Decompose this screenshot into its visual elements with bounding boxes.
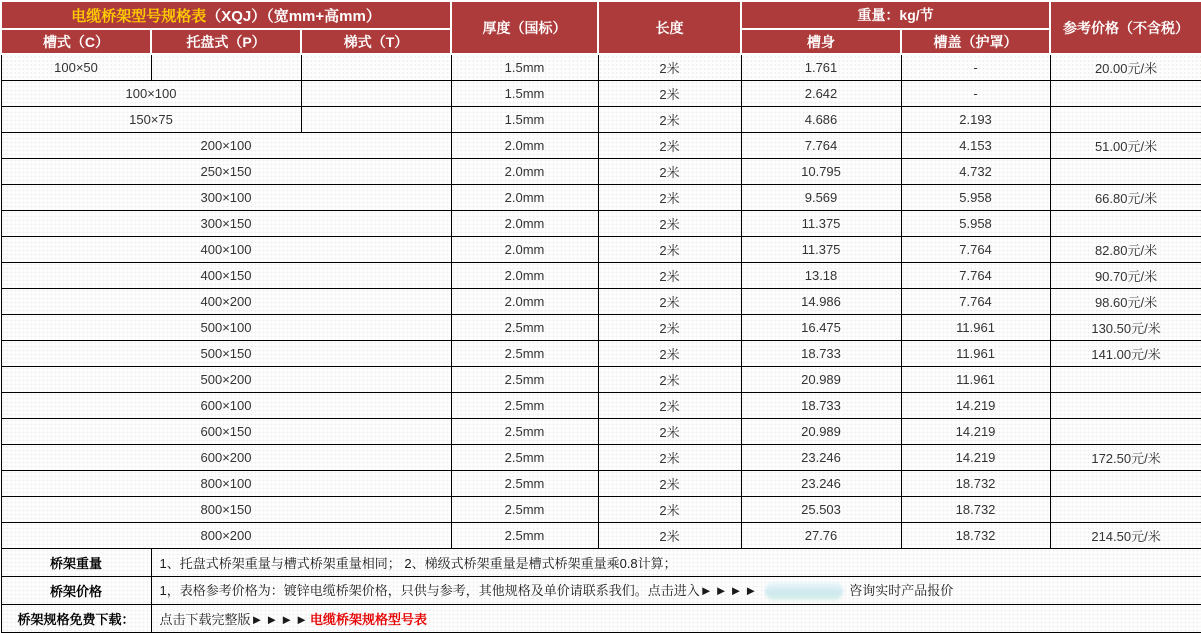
spec-cell: 500×200 — [1, 366, 451, 392]
length-cell: 2米 — [598, 470, 741, 496]
price-cell — [1050, 418, 1201, 444]
spec-rows — [1, 54, 1201, 548]
note-row-download — [1, 604, 1201, 632]
thickness-cell: 2.0mm — [451, 158, 598, 184]
body-weight-cell: 9.569 — [741, 184, 901, 210]
note-label-weight: 桥架重量 — [1, 548, 151, 576]
price-cell: 130.50元/米 — [1050, 314, 1201, 340]
spec-row — [1, 106, 1201, 132]
spec-cell: 250×150 — [1, 158, 451, 184]
price-cell — [1050, 158, 1201, 184]
body-weight-cell: 10.795 — [741, 158, 901, 184]
price-cell: 141.00元/米 — [1050, 340, 1201, 366]
length-cell: 2米 — [598, 80, 741, 106]
cover-weight-cell: 5.958 — [901, 184, 1050, 210]
cover-weight-cell: 7.764 — [901, 236, 1050, 262]
thickness-cell: 2.0mm — [451, 288, 598, 314]
price-cell: 20.00元/米 — [1050, 54, 1201, 80]
spec-row — [1, 366, 1201, 392]
cover-weight-cell: 7.764 — [901, 288, 1050, 314]
price-cell — [1050, 80, 1201, 106]
spec-row — [1, 522, 1201, 548]
spec-empty-cell — [301, 54, 451, 80]
spec-cell: 400×200 — [1, 288, 451, 314]
cover-weight-cell: 14.219 — [901, 392, 1050, 418]
body-weight-cell: 23.246 — [741, 444, 901, 470]
cover-weight-cell: 14.219 — [901, 444, 1050, 470]
spec-row — [1, 210, 1201, 236]
spec-cell: 800×150 — [1, 496, 451, 522]
spec-cell: 200×100 — [1, 132, 451, 158]
price-cell: 66.80元/米 — [1050, 184, 1201, 210]
spec-cell: 400×150 — [1, 262, 451, 288]
length-cell: 2米 — [598, 340, 741, 366]
thickness-cell: 2.0mm — [451, 210, 598, 236]
spec-cell: 800×100 — [1, 470, 451, 496]
body-weight-cell: 11.375 — [741, 236, 901, 262]
length-cell: 2米 — [598, 314, 741, 340]
cover-weight-cell: 11.961 — [901, 366, 1050, 392]
body-weight-cell: 16.475 — [741, 314, 901, 340]
spec-row — [1, 184, 1201, 210]
cover-weight-cell: 11.961 — [901, 314, 1050, 340]
download-spec-link[interactable]: 电缆桥架规格型号表 — [309, 611, 427, 627]
spec-cell: 300×150 — [1, 210, 451, 236]
spec-row — [1, 444, 1201, 470]
price-cell: 98.60元/米 — [1050, 288, 1201, 314]
cover-weight-cell: 5.958 — [901, 210, 1050, 236]
cover-weight-cell: 2.193 — [901, 106, 1050, 132]
spec-cell: 800×200 — [1, 522, 451, 548]
spec-cell: 500×100 — [1, 314, 451, 340]
cover-weight-cell: 18.732 — [901, 522, 1050, 548]
note-text-price — [151, 576, 1201, 604]
column-header-trough-body: 槽身 — [741, 29, 901, 54]
column-header-tray-type: 托盘式（P） — [151, 29, 301, 54]
length-cell: 2米 — [598, 158, 741, 184]
column-header-price: 参考价格（不含税） — [1050, 1, 1201, 54]
spec-row — [1, 314, 1201, 340]
spec-row — [1, 470, 1201, 496]
body-weight-cell: 18.733 — [741, 392, 901, 418]
thickness-cell: 2.5mm — [451, 470, 598, 496]
body-weight-cell: 27.76 — [741, 522, 901, 548]
body-weight-cell: 4.686 — [741, 106, 901, 132]
length-cell: 2米 — [598, 184, 741, 210]
length-cell: 2米 — [598, 288, 741, 314]
spec-empty-cell — [151, 54, 301, 80]
spec-cell: 100×100 — [1, 80, 301, 106]
thickness-cell: 2.0mm — [451, 236, 598, 262]
thickness-cell: 2.5mm — [451, 392, 598, 418]
spec-row — [1, 262, 1201, 288]
note-text-weight — [151, 548, 1201, 576]
thickness-cell: 2.5mm — [451, 340, 598, 366]
length-cell: 2米 — [598, 444, 741, 470]
cover-weight-cell: 4.732 — [901, 158, 1050, 184]
thickness-cell: 2.5mm — [451, 366, 598, 392]
body-weight-cell: 14.986 — [741, 288, 901, 314]
body-weight-cell: 20.989 — [741, 418, 901, 444]
cover-weight-cell: 11.961 — [901, 340, 1050, 366]
body-weight-cell: 20.989 — [741, 366, 901, 392]
spec-row — [1, 418, 1201, 444]
thickness-cell: 2.5mm — [451, 314, 598, 340]
thickness-cell: 2.0mm — [451, 184, 598, 210]
body-weight-cell: 13.18 — [741, 262, 901, 288]
length-cell: 2米 — [598, 522, 741, 548]
note-row-price — [1, 576, 1201, 604]
column-header-weight: 重量：kg/节 — [741, 1, 1050, 29]
header-row-1 — [1, 1, 1201, 29]
spec-cell: 150×75 — [1, 106, 301, 132]
price-cell: 51.00元/米 — [1050, 132, 1201, 158]
blurred-contact-link[interactable] — [765, 582, 843, 600]
price-cell: 214.50元/米 — [1050, 522, 1201, 548]
spec-cell: 600×150 — [1, 418, 451, 444]
body-weight-cell: 11.375 — [741, 210, 901, 236]
note-row-weight — [1, 548, 1201, 576]
price-cell — [1050, 392, 1201, 418]
cover-weight-cell: 18.732 — [901, 470, 1050, 496]
thickness-cell: 2.0mm — [451, 262, 598, 288]
price-cell: 90.70元/米 — [1050, 262, 1201, 288]
spec-row — [1, 54, 1201, 80]
thickness-cell: 1.5mm — [451, 106, 598, 132]
length-cell: 2米 — [598, 132, 741, 158]
length-cell: 2米 — [598, 418, 741, 444]
price-cell — [1050, 496, 1201, 522]
thickness-cell: 2.5mm — [451, 444, 598, 470]
column-header-ladder-type: 梯式（T） — [301, 29, 451, 54]
note-text-download — [151, 604, 1201, 632]
spec-empty-cell — [301, 80, 451, 106]
arrows-right-icon: ►►►► — [250, 611, 310, 627]
thickness-cell: 2.5mm — [451, 418, 598, 444]
length-cell: 2米 — [598, 210, 741, 236]
weight-note-text: 1、托盘式桥架重量与槽式桥架重量相同； 2、梯级式桥架重量是槽式桥架重量乘0.8计算； — [159, 555, 677, 571]
note-label-price: 桥架价格 — [1, 576, 151, 604]
length-cell: 2米 — [598, 236, 741, 262]
column-header-thickness: 厚度（国标） — [451, 1, 598, 54]
spec-cell: 500×150 — [1, 340, 451, 366]
thickness-cell: 2.5mm — [451, 522, 598, 548]
spec-cell: 600×200 — [1, 444, 451, 470]
spec-cell: 400×100 — [1, 236, 451, 262]
cover-weight-cell: 4.153 — [901, 132, 1050, 158]
spec-row — [1, 392, 1201, 418]
cover-weight-cell: 14.219 — [901, 418, 1050, 444]
notes-section — [1, 548, 1201, 632]
length-cell: 2米 — [598, 392, 741, 418]
spec-row — [1, 158, 1201, 184]
price-cell — [1050, 106, 1201, 132]
body-weight-cell: 7.764 — [741, 132, 901, 158]
body-weight-cell: 18.733 — [741, 340, 901, 366]
spec-cell: 100×50 — [1, 54, 151, 80]
spec-empty-cell — [301, 106, 451, 132]
price-cell — [1050, 210, 1201, 236]
length-cell: 2米 — [598, 262, 741, 288]
spec-row — [1, 340, 1201, 366]
price-note-text: 1，表格参考价格为：镀锌电缆桥架价格，只供与参考，其他规格及单价请联系我们。点击进入 — [159, 582, 700, 598]
spec-row — [1, 288, 1201, 314]
thickness-cell: 2.5mm — [451, 496, 598, 522]
column-header-trough-type: 槽式（C） — [1, 29, 151, 54]
spec-cell: 300×100 — [1, 184, 451, 210]
price-cell — [1050, 366, 1201, 392]
price-note-text-after: 咨询实时产品报价 — [849, 582, 954, 598]
length-cell: 2米 — [598, 54, 741, 80]
note-label-download: 桥架规格免费下载： — [1, 604, 151, 632]
spec-row — [1, 132, 1201, 158]
spec-cell: 600×100 — [1, 392, 451, 418]
spec-row — [1, 236, 1201, 262]
thickness-cell: 1.5mm — [451, 54, 598, 80]
price-cell: 82.80元/米 — [1050, 236, 1201, 262]
price-cell — [1050, 470, 1201, 496]
column-header-trough-cover: 槽盖（护罩） — [901, 29, 1050, 54]
table-title-rest: （XQJ）（宽mm+高mm） — [206, 7, 381, 25]
thickness-cell: 2.0mm — [451, 132, 598, 158]
length-cell: 2米 — [598, 106, 741, 132]
spec-row — [1, 496, 1201, 522]
body-weight-cell: 23.246 — [741, 470, 901, 496]
download-note-text: 点击下载完整版 — [159, 611, 251, 627]
price-cell: 172.50元/米 — [1050, 444, 1201, 470]
length-cell: 2米 — [598, 496, 741, 522]
cover-weight-cell: 7.764 — [901, 262, 1050, 288]
body-weight-cell: 2.642 — [741, 80, 901, 106]
thickness-cell: 1.5mm — [451, 80, 598, 106]
body-weight-cell: 1.761 — [741, 54, 901, 80]
column-header-length: 长度 — [598, 1, 741, 54]
spec-row — [1, 80, 1201, 106]
cover-weight-cell: - — [901, 80, 1050, 106]
table-title — [1, 1, 451, 29]
cover-weight-cell: - — [901, 54, 1050, 80]
length-cell: 2米 — [598, 366, 741, 392]
table-title-highlight: 电缆桥架型号规格表 — [71, 7, 207, 25]
body-weight-cell: 25.503 — [741, 496, 901, 522]
cover-weight-cell: 18.732 — [901, 496, 1050, 522]
arrows-right-icon: ►►►► — [699, 582, 760, 598]
